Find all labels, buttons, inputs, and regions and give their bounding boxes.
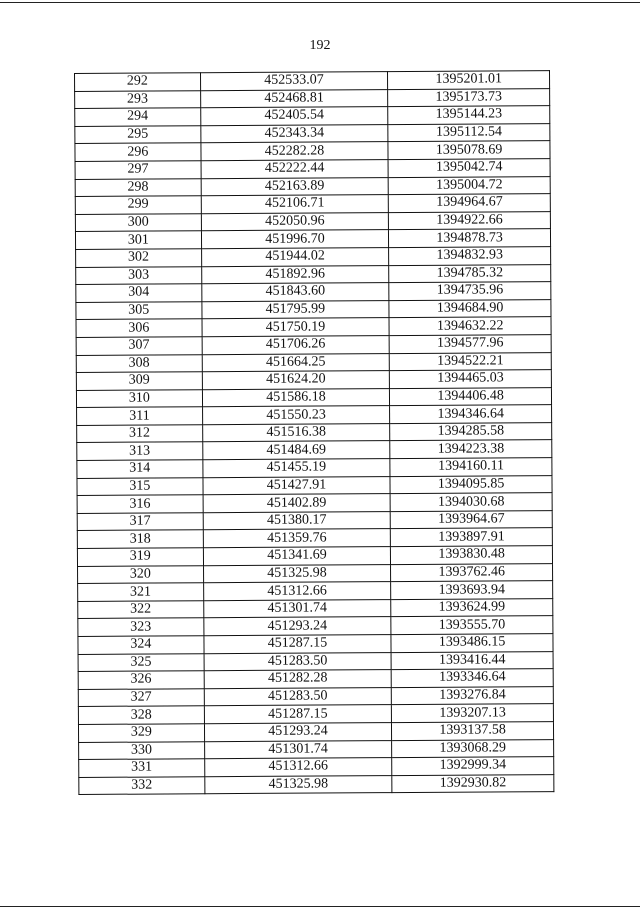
y-coordinate-cell: 1393346.64 xyxy=(391,669,553,688)
point-number-cell: 294 xyxy=(75,108,201,126)
y-coordinate-cell: 1395173.73 xyxy=(388,88,550,107)
x-coordinate-cell: 451301.74 xyxy=(204,740,392,759)
point-number-cell: 323 xyxy=(78,618,204,636)
x-coordinate-cell: 451341.69 xyxy=(203,547,391,566)
x-coordinate-cell: 451293.24 xyxy=(204,617,392,636)
y-coordinate-cell: 1394922.66 xyxy=(389,211,551,230)
point-number-cell: 314 xyxy=(77,460,203,478)
y-coordinate-cell: 1394964.67 xyxy=(389,194,551,213)
page-number: 192 xyxy=(309,38,331,53)
point-number-cell: 325 xyxy=(78,653,204,671)
y-coordinate-cell: 1394522.21 xyxy=(389,352,551,371)
y-coordinate-cell: 1393137.58 xyxy=(392,722,554,741)
x-coordinate-cell: 451944.02 xyxy=(201,248,389,267)
point-number-cell: 298 xyxy=(75,178,201,196)
y-coordinate-cell: 1395201.01 xyxy=(388,71,550,90)
point-number-cell: 311 xyxy=(77,407,203,425)
point-number-cell: 307 xyxy=(76,337,202,355)
y-coordinate-cell: 1394735.96 xyxy=(389,282,551,301)
y-coordinate-cell: 1393207.13 xyxy=(392,704,554,723)
x-coordinate-cell: 451706.26 xyxy=(202,335,390,354)
point-number-cell: 303 xyxy=(76,266,202,284)
point-number-cell: 321 xyxy=(78,583,204,601)
point-number-cell: 324 xyxy=(78,636,204,654)
point-number-cell: 317 xyxy=(77,513,203,531)
x-coordinate-cell: 451325.98 xyxy=(204,775,392,794)
point-number-cell: 296 xyxy=(75,143,201,161)
y-coordinate-cell: 1392999.34 xyxy=(392,757,554,776)
y-coordinate-cell: 1395004.72 xyxy=(388,176,550,195)
y-coordinate-cell: 1393416.44 xyxy=(391,651,553,670)
x-coordinate-cell: 452343.34 xyxy=(200,124,388,143)
x-coordinate-cell: 451484.69 xyxy=(202,441,390,460)
y-coordinate-cell: 1394785.32 xyxy=(389,264,551,283)
x-coordinate-cell: 451287.15 xyxy=(204,635,392,654)
x-coordinate-cell: 451380.17 xyxy=(203,511,391,530)
x-coordinate-cell: 451624.20 xyxy=(202,371,390,390)
y-coordinate-cell: 1392930.82 xyxy=(392,774,554,793)
y-coordinate-cell: 1393555.70 xyxy=(391,616,553,635)
y-coordinate-cell: 1394684.90 xyxy=(389,299,551,318)
x-coordinate-cell: 452222.44 xyxy=(201,160,389,179)
x-coordinate-cell: 451312.66 xyxy=(204,758,392,777)
scan-edge-bottom xyxy=(0,906,640,907)
point-number-cell: 300 xyxy=(75,213,201,231)
point-number-cell: 326 xyxy=(78,671,204,689)
point-number-cell: 316 xyxy=(77,495,203,513)
x-coordinate-cell: 451750.19 xyxy=(202,318,390,337)
coordinates-table xyxy=(74,70,554,795)
scan-edge-top xyxy=(0,2,640,3)
y-coordinate-cell: 1394223.38 xyxy=(390,440,552,459)
point-number-cell: 297 xyxy=(75,161,201,179)
point-number-cell: 313 xyxy=(77,442,203,460)
x-coordinate-cell: 451287.15 xyxy=(204,705,392,724)
point-number-cell: 295 xyxy=(75,126,201,144)
point-number-cell: 299 xyxy=(75,196,201,214)
point-number-cell: 330 xyxy=(79,741,205,759)
y-coordinate-cell: 1394285.58 xyxy=(390,422,552,441)
y-coordinate-cell: 1393830.48 xyxy=(391,546,553,565)
point-number-cell: 328 xyxy=(78,706,204,724)
y-coordinate-cell: 1394030.68 xyxy=(390,493,552,512)
x-coordinate-cell: 452468.81 xyxy=(200,89,388,108)
y-coordinate-cell: 1394346.64 xyxy=(390,405,552,424)
y-coordinate-cell: 1395042.74 xyxy=(388,159,550,178)
x-coordinate-cell: 452405.54 xyxy=(200,107,388,126)
x-coordinate-cell: 451325.98 xyxy=(203,564,391,583)
y-coordinate-cell: 1393276.84 xyxy=(392,686,554,705)
point-number-cell: 332 xyxy=(79,776,205,794)
coordinates-table-body xyxy=(75,71,554,795)
x-coordinate-cell: 451843.60 xyxy=(201,283,389,302)
x-coordinate-cell: 451516.38 xyxy=(202,423,390,442)
point-number-cell: 305 xyxy=(76,301,202,319)
point-number-cell: 331 xyxy=(79,759,205,777)
y-coordinate-cell: 1394577.96 xyxy=(389,334,551,353)
point-number-cell: 310 xyxy=(76,389,202,407)
point-number-cell: 329 xyxy=(78,724,204,742)
point-number-cell: 306 xyxy=(76,319,202,337)
y-coordinate-cell: 1395112.54 xyxy=(388,123,550,142)
x-coordinate-cell: 451301.74 xyxy=(203,599,391,618)
x-coordinate-cell: 451402.89 xyxy=(203,494,391,513)
y-coordinate-cell: 1393486.15 xyxy=(391,634,553,653)
y-coordinate-cell: 1393693.94 xyxy=(391,581,553,600)
y-coordinate-cell: 1393624.99 xyxy=(391,598,553,617)
y-coordinate-cell: 1394095.85 xyxy=(390,475,552,494)
x-coordinate-cell: 451664.25 xyxy=(202,353,390,372)
x-coordinate-cell: 452282.28 xyxy=(201,142,389,161)
x-coordinate-cell: 452533.07 xyxy=(200,72,388,91)
y-coordinate-cell: 1394465.03 xyxy=(390,370,552,389)
x-coordinate-cell: 451293.24 xyxy=(204,723,392,742)
y-coordinate-cell: 1394406.48 xyxy=(390,387,552,406)
y-coordinate-cell: 1393964.67 xyxy=(390,510,552,529)
x-coordinate-cell: 451586.18 xyxy=(202,388,390,407)
y-coordinate-cell: 1395144.23 xyxy=(388,106,550,125)
y-coordinate-cell: 1395078.69 xyxy=(388,141,550,160)
x-coordinate-cell: 452050.96 xyxy=(201,212,389,231)
point-number-cell: 304 xyxy=(76,284,202,302)
table-row xyxy=(79,774,554,794)
x-coordinate-cell: 451550.23 xyxy=(202,406,390,425)
point-number-cell: 315 xyxy=(77,477,203,495)
point-number-cell: 293 xyxy=(75,90,201,108)
point-number-cell: 319 xyxy=(77,548,203,566)
x-coordinate-cell: 451359.76 xyxy=(203,529,391,548)
x-coordinate-cell: 451283.50 xyxy=(204,652,392,671)
y-coordinate-cell: 1394160.11 xyxy=(390,458,552,477)
x-coordinate-cell: 452163.89 xyxy=(201,177,389,196)
x-coordinate-cell: 451892.96 xyxy=(201,265,389,284)
y-coordinate-cell: 1394878.73 xyxy=(389,229,551,248)
y-coordinate-cell: 1393762.46 xyxy=(391,563,553,582)
point-number-cell: 320 xyxy=(78,565,204,583)
x-coordinate-cell: 451455.19 xyxy=(203,459,391,478)
point-number-cell: 292 xyxy=(75,73,201,91)
x-coordinate-cell: 451312.66 xyxy=(203,582,391,601)
point-number-cell: 322 xyxy=(78,601,204,619)
x-coordinate-cell: 451282.28 xyxy=(204,670,392,689)
x-coordinate-cell: 451996.70 xyxy=(201,230,389,249)
point-number-cell: 301 xyxy=(75,231,201,249)
point-number-cell: 302 xyxy=(76,249,202,267)
y-coordinate-cell: 1393897.91 xyxy=(391,528,553,547)
point-number-cell: 327 xyxy=(78,688,204,706)
y-coordinate-cell: 1394832.93 xyxy=(389,247,551,266)
x-coordinate-cell: 451427.91 xyxy=(203,476,391,495)
x-coordinate-cell: 451795.99 xyxy=(202,300,390,319)
point-number-cell: 308 xyxy=(76,354,202,372)
point-number-cell: 309 xyxy=(76,372,202,390)
y-coordinate-cell: 1393068.29 xyxy=(392,739,554,758)
point-number-cell: 318 xyxy=(77,530,203,548)
x-coordinate-cell: 451283.50 xyxy=(204,687,392,706)
point-number-cell: 312 xyxy=(77,425,203,443)
x-coordinate-cell: 452106.71 xyxy=(201,195,389,214)
y-coordinate-cell: 1394632.22 xyxy=(389,317,551,336)
